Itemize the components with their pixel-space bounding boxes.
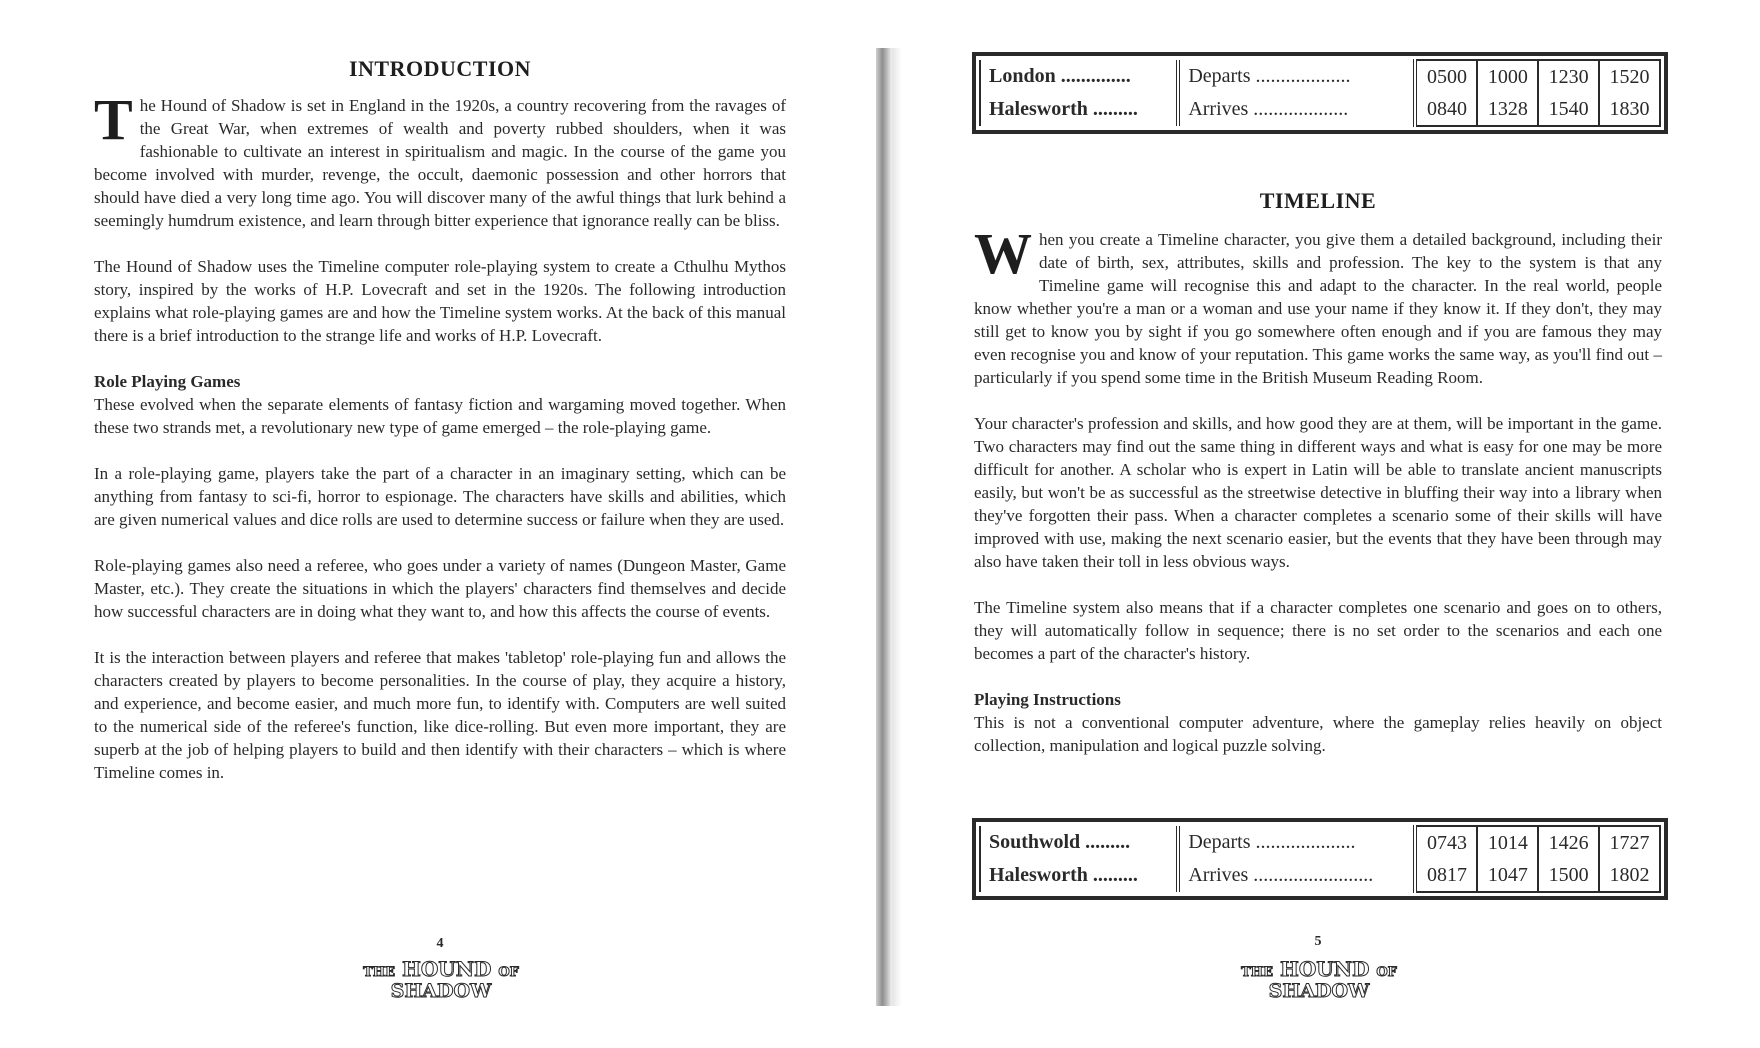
timeline-paragraph-2: Your character's profession and skills, and how good they are at them, will be important in the game. Two characters may find out the same thing in different ways and what is easy for one may be more difficult for another. A scholar who is expert in Latin will be able to translate ancient manuscripts easily, but won't be as successful as the streetwise detective in bluffing their way into a library when they've forgotten their pass. When a character completes a scenario some of their skills will have improved with use, making the next scenario easier, but the events that they have been through may also have taken their toll in less obvious ways. [974, 414, 1662, 571]
time-cell: 1230 [1538, 60, 1599, 93]
station-cell: London .............. [980, 60, 1178, 93]
logo-of: OF [498, 965, 519, 980]
intro-paragraph-1-text: he Hound of Shadow is set in England in the 1920s, a country recovering from the ravages of the Great War, when extremes of wealth and poverty rubbed shoulders, when it was fashionable to cultivate an interest in spiritualism and magic. In the course of the game you become involved with murder, revenge, the occult, daemonic possession and other horrors that should have died a very long time ago. You will discover many of the awful things that lurk behind a seemingly humdrum existence, and learn through bitter experience that ignorance really can be bliss. [94, 96, 786, 230]
action-cell: Departs .................... [1178, 826, 1415, 859]
time-cell: 1520 [1599, 60, 1660, 93]
rpg-paragraph-1: These evolved when the separate elements of fantasy fiction and wargaming moved together. When these two strands met, a revolutionary new type of game emerged – the role-playing game. [94, 395, 786, 437]
rpg-paragraph-3: Role-playing games also need a referee, who goes under a variety of names (Dungeon Master, Game Master, etc.). They create the situations in which the players' characters find themselves and decide how successful characters are in doing what they want to, and how this affects the course of events. [94, 556, 786, 621]
time-cell: 1540 [1538, 93, 1599, 126]
intro-paragraph-2: The Hound of Shadow uses the Timeline computer role-playing system to create a Cthulhu Mythos story, inspired by the works of H.P. Lovecraft and set in the 1920s. The following introduction explains what role-playing games are and how the Timeline system works. At the back of this manual there is a brief introduction to the strange life and works of H.P. Lovecraft. [94, 257, 786, 345]
logo-the: THE [1241, 965, 1273, 980]
timeline-paragraph-3: The Timeline system also means that if a character completes one scenario and goes on to others, they will automatically follow in sequence; there is no set order to the scenarios and each one becomes a part of the character's history. [974, 598, 1662, 663]
playing-instructions-subheading: Playing Instructions [974, 690, 1121, 709]
rpg-subheading: Role Playing Games [94, 372, 241, 391]
timetable-bottom-table [979, 825, 1661, 893]
rpg-paragraph-2: In a role-playing game, players take the part of a character in an imaginary setting, which can be anything from fantasy to sci-fi, horror to espionage. The characters have skills and abilities, which are given numerical values and dice rolls are used to determine success or failure when they are used. [94, 464, 786, 529]
action-cell: Arrives ................... [1178, 93, 1415, 126]
page-number-left: 4 [436, 936, 444, 951]
timeline-paragraph-1 [974, 221, 1662, 389]
timeline-body [974, 221, 1662, 780]
timetable-row [980, 60, 1660, 93]
introduction-heading: INTRODUCTION [348, 56, 532, 81]
intro-paragraph-1 [94, 87, 786, 232]
station-cell: Halesworth ......... [980, 859, 1178, 892]
timetable-london-halesworth [972, 52, 1668, 134]
right-page [880, 0, 1760, 1048]
logo-hound: HOUND [1279, 957, 1370, 981]
logo-of: OF [1376, 965, 1397, 980]
dropcap-t: T [94, 87, 133, 152]
time-cell: 1426 [1538, 826, 1599, 859]
logo-the: THE [363, 965, 395, 980]
hound-of-shadow-logo-right [1234, 957, 1404, 1002]
timetable-row [980, 93, 1660, 126]
time-cell: 1500 [1538, 859, 1599, 892]
introduction-body [94, 87, 786, 807]
page-number-right: 5 [1314, 934, 1322, 949]
timetable-top-table [979, 59, 1661, 127]
station-cell: Southwold ......... [980, 826, 1178, 859]
time-cell: 0500 [1415, 60, 1477, 93]
time-cell: 0840 [1415, 93, 1477, 126]
logo-shadow: SHADOW [390, 980, 492, 1002]
time-cell: 1047 [1477, 859, 1538, 892]
timetable-southwold-halesworth [972, 818, 1668, 900]
timetable-row [980, 826, 1660, 859]
rpg-paragraph-4: It is the interaction between players and referee that makes 'tabletop' role-playing fun and allows the characters created by players to become personalities. In the course of play, they acquire a history, and experience, and become easier, and much more fun, to identify with. Computers are well suited to the numerical side of the referee's function, like dice-rolling. But even more important, they are superb at the job of helping players to build and then identify with their characters – which is where Timeline comes in. [94, 648, 786, 782]
dropcap-w: W [974, 221, 1032, 286]
playing-paragraph-1: This is not a conventional computer adventure, where the gameplay relies heavily on object collection, manipulation and logical puzzle solving. [974, 713, 1662, 755]
playing-section [974, 688, 1662, 757]
time-cell: 1014 [1477, 826, 1538, 859]
timetable-row [980, 859, 1660, 892]
time-cell: 1802 [1599, 859, 1660, 892]
time-cell: 0817 [1415, 859, 1477, 892]
rpg-section [94, 370, 786, 439]
logo-shadow: SHADOW [1268, 980, 1370, 1002]
station-cell: Halesworth ......... [980, 93, 1178, 126]
time-cell: 1000 [1477, 60, 1538, 93]
time-cell: 1727 [1599, 826, 1660, 859]
time-cell: 1830 [1599, 93, 1660, 126]
action-cell: Departs ................... [1178, 60, 1415, 93]
timeline-heading: TIMELINE [1259, 188, 1377, 213]
action-cell: Arrives ........................ [1178, 859, 1415, 892]
time-cell: 1328 [1477, 93, 1538, 126]
time-cell: 0743 [1415, 826, 1477, 859]
timeline-paragraph-1-text: hen you create a Timeline character, you give them a detailed background, including their date of birth, sex, attributes, skills and profession. The key to the system is that any Timeline game will recognise this and adapt to the character. In the real world, people know whether you're a man or a woman and use your name if they know it. If they don't, they may still get to know you by sight if you go somewhere often enough and if you are famous they may even recognise you and know of your reputation. This game works the same way, as you'll find out – particularly if you spend some time in the British Museum Reading Room. [974, 230, 1662, 387]
logo-hound: HOUND [401, 957, 492, 981]
hound-of-shadow-logo-left [356, 957, 526, 1002]
